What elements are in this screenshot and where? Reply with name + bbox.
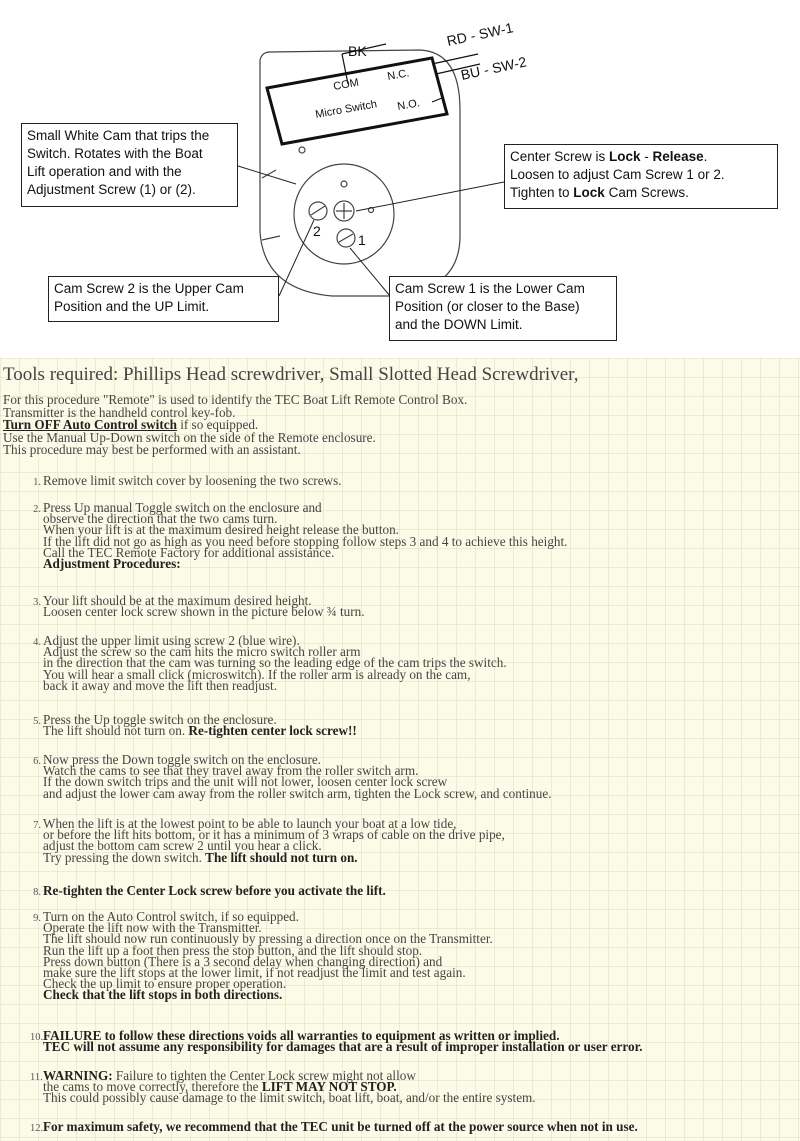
step-text: Failure to tighten the Center Lock screw might not allow [112,1068,416,1083]
auto-control-warning: Turn OFF Auto Control switch [3,417,177,432]
step-line: Re-tighten the Center Lock screw before you activate the lift. [43,883,386,898]
lift-may-not-stop: LIFT MAY NOT STOP. [261,1079,397,1095]
instructions-sheet [0,358,800,1141]
white-cam-callout [21,123,238,207]
screw-2-number: 2 [313,223,321,239]
step-line: Press the Up toggle switch on the enclosure. [43,712,277,727]
step-line: make sure the lift stops at the lower limit, if not readjust the limit and test again. [43,964,466,980]
step-line: Adjust the screw so the cam hits the micro switch roller arm [43,644,361,660]
step-number: 2. [33,504,41,515]
step-line: Operate the lift now with the Transmitter. [43,920,262,936]
warning-label: WARNING: [43,1068,113,1083]
step-line: back it away and move the lift then readjust. [43,677,278,693]
intro-line: Transmitter is the handheld control key-fob. [3,404,236,420]
step-line: Turn on the Auto Control switch, if so equipped. [43,909,299,924]
lock-word: Lock [573,185,605,200]
retighten-warning: Re-tighten center lock screw!! [188,723,357,739]
step-line: If the down switch trips and the unit will not lower, loosen center lock screw [43,774,448,790]
step-line: and adjust the lower cam away from the roller switch arm, tighten the Lock screw, and continue. [43,785,552,801]
cam-screw-1-callout [389,276,617,341]
callout-line [510,184,772,202]
step-text: Try pressing the down switch. [43,849,206,865]
step-line: Remove limit switch cover by loosening the two screws. [43,473,342,488]
intro-line: For this procedure "Remote" is used to identify the TEC Boat Lift Remote Control Box. [3,392,468,407]
tools-title: Tools required: Phillips Head screwdriver, Small Slotted Head Screwdriver, [3,364,579,385]
step-line: or before the lift hits bottom, or it has a minimum of 3 wraps of cable on the drive pipe, [43,827,505,843]
step-line [43,723,357,739]
step-line: Press Up manual Toggle switch on the enclosure and [43,500,322,515]
step-number: 10. [30,1032,44,1043]
center-screw-callout [504,144,778,209]
callout-line: Small White Cam that trips the [27,128,210,143]
step-line: You will hear a small click (microswitch). If the roller arm is already on the cam, [43,666,471,682]
callout-line: Loosen to adjust Cam Screw 1 or 2. [510,167,725,182]
callout-text: Tighten to [510,185,574,200]
step-line: Watch the cams to see that they travel away from the roller switch arm. [43,763,419,779]
step-number: 3. [33,597,41,608]
step-number: 1. [33,477,41,488]
step-line: FAILURE to follow these directions voids all warranties to equipment as written or implied. [43,1028,560,1043]
callout-line: Cam Screw 1 is the Lower Cam [395,281,585,296]
step-line: Press down button (There is a 3 second delay when changing direction) and [43,953,443,969]
step-number: 9. [33,913,41,924]
callout-text: - [640,149,653,164]
step-line: TEC will not assume any responsibility for damages that are a result of improper installation or user error. [43,1039,643,1055]
step-number: 11. [30,1072,43,1083]
step-number: 12. [30,1123,44,1134]
intro-text: if so equipped. [176,417,259,432]
step-line: The lift should now run continuously by pressing a direction once on the Transmitter. [43,931,493,947]
step-number: 6. [33,756,41,767]
callout-line: Lift operation and with the [27,164,182,179]
switch-com-label: COM [332,76,360,93]
adjustment-heading: Adjustment Procedures: [43,555,181,571]
step-line: For maximum safety, we recommend that the TEC unit be turned off at the power source when not in use. [43,1119,638,1134]
wire-label-bu: BU - SW-2 [459,53,528,83]
step-line: Loosen center lock screw shown in the picture below ¾ turn. [43,604,365,620]
callout-line: Adjustment Screw (1) or (2). [27,182,196,197]
switch-nc-label: N.C. [386,67,411,83]
lock-word: Lock [609,149,641,164]
callout-line: Switch. Rotates with the Boat [27,146,203,161]
step-text: The lift should not turn on. [43,723,189,739]
wire-label-rd: RD - SW-1 [445,19,515,49]
switch-title: Micro Switch [314,98,378,121]
step-line: When the lift is at the lowest point to be able to launch your boat at a low tide, [43,816,457,831]
step-line: Run the lift up a foot then press the stop button, and the lift should stop. [43,942,423,958]
step-line: When your lift is at the maximum desired height release the button. [43,522,399,538]
step-number: 7. [33,820,41,831]
step-line: Check that the lift stops in both directions. [43,987,283,1003]
intro-line: This procedure may best be performed with an assistant. [3,442,301,457]
step-line: Now press the Down toggle switch on the enclosure. [43,752,321,767]
switch-no-label: N.O. [396,97,421,113]
step-number: 8. [33,887,41,898]
release-word: Release [652,149,704,164]
step-line: If the lift did not go as high as you need before stopping follow steps 3 and 4 to achieve this height. [43,533,568,549]
step-text: the cams to move correctly, therefore the [43,1079,262,1095]
step-line: Call the TEC Remote Factory for additional assistance. [43,544,335,560]
intro-line: Use the Manual Up-Down switch on the side of the Remote enclosure. [3,429,376,445]
step-number: 4. [33,637,41,648]
callout-line: and the DOWN Limit. [395,317,523,332]
callout-text: Center Screw is [510,149,610,164]
step-line: Adjust the upper limit using screw 2 (blue wire). [43,633,300,648]
screw-1-number: 1 [358,232,366,248]
step-number: 5. [33,716,41,727]
step-line: Check the up limit to ensure proper operation. [43,976,287,992]
wire-label-bk: BK [348,43,367,59]
intro-block [3,394,467,457]
callout-text: Cam Screws. [604,185,689,200]
step-line: Your lift should be at the maximum desired height. [43,593,312,608]
step-line: observe the direction that the two cams turn. [43,511,278,527]
step-line: This could possibly cause damage to the limit switch, boat lift, boat, and/or the entire system. [43,1090,536,1106]
cam-screw-2-callout [48,276,279,322]
callout-text: . [703,149,708,164]
callout-line: Position (or closer to the Base) [395,299,580,314]
callout-line [510,148,772,166]
step-line: in the direction that the cam was turning so the leading edge of the cam trips the switch. [43,655,507,671]
callout-line: Cam Screw 2 is the Upper Cam [54,281,244,296]
callout-line: Position and the UP Limit. [54,299,210,314]
no-turn-on-note: The lift should not turn on. [205,849,358,865]
limit-switch-diagram [0,0,800,358]
step-line: adjust the bottom cam screw 2 until you hear a click. [43,838,322,854]
step-line [43,849,505,865]
